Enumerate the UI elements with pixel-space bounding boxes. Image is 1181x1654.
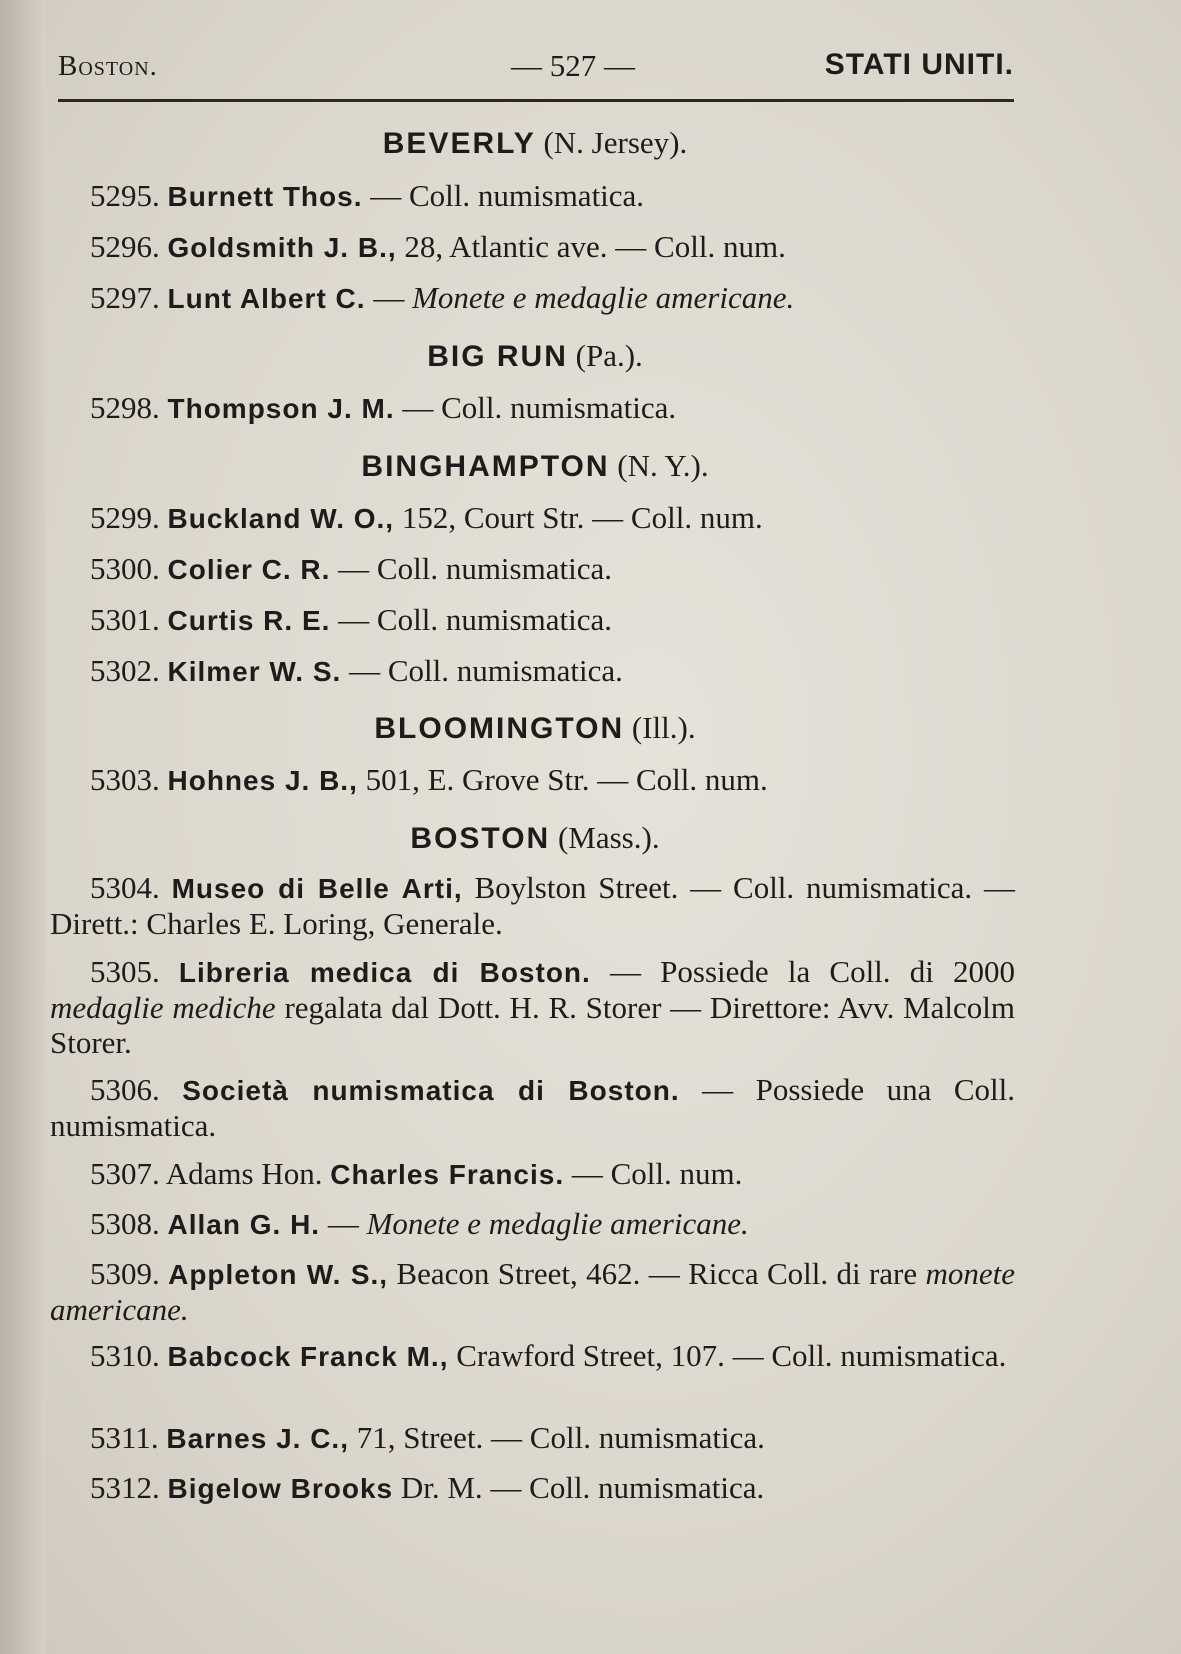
list-item [50,870,1015,941]
text-span: 5298. [90,390,160,425]
list-item [90,653,1015,689]
text-span: Burnett Thos. [167,181,363,212]
text-span: Monete e medaglie americane. [366,1206,749,1241]
list-item [90,1206,1015,1242]
list-item [90,280,1015,316]
text-span: 28, Atlantic ave. — Coll. num. [396,229,786,264]
text-span: 5307. [90,1156,160,1191]
text-span: Kilmer W. S. [167,656,342,687]
text-span: (Mass.). [557,820,660,855]
section-heading-binghampton [0,448,1070,484]
text-span: BIG RUN [427,340,568,373]
text-span: 152, Court Str. — Coll. num. [394,500,763,535]
text-span: Goldsmith J. B., [167,232,397,263]
text-span: Charles Francis. [330,1159,565,1190]
list-item [50,1338,1015,1374]
list-item [90,602,1015,638]
text-span: 5309. [90,1256,160,1291]
list-item [50,1256,1015,1327]
text-span: 5312. [90,1470,160,1505]
text-span: — [365,280,413,315]
list-item [90,178,1015,214]
text-span: 5297. [90,280,160,315]
text-span: 5301. [90,602,160,637]
text-span: Bigelow Brooks [167,1473,394,1504]
section-heading-boston [0,820,1070,856]
list-item [90,390,1015,426]
text-span: BINGHAMPTON [361,450,610,483]
header-city: Boston. [58,50,158,82]
text-span: 501, E. Grove Str. — Coll. num. [357,762,768,797]
text-span: Thompson J. M. [167,393,395,424]
text-span: 5299. [90,500,160,535]
text-span: — [320,1206,367,1241]
text-span: Adams Hon. [159,1156,331,1191]
list-item [90,1470,1015,1506]
text-span: BLOOMINGTON [374,712,625,745]
text-span: Beacon Street, 462. — Ricca Coll. di rare [388,1256,926,1291]
text-span: — Coll. numismatica. [330,602,612,637]
text-span: 5296. [90,229,160,264]
text-span: monete americane. [50,1256,1016,1327]
text-span: — Possiede una Coll. numismatica. [50,1072,1015,1143]
list-item [90,762,1015,798]
text-span: (Ill.). [631,710,696,745]
list-item [50,954,1015,1060]
text-span: Colier C. R. [167,554,331,585]
text-span: — Coll. num. [564,1156,743,1191]
text-span: — Coll. numismatica. [330,551,612,586]
text-span: Appleton W. S., [168,1259,389,1290]
list-item [90,551,1015,587]
list-item [50,1072,1015,1143]
section-heading-beverly [0,125,1070,161]
text-span: Curtis R. E. [167,605,331,636]
text-span: 5305. [90,954,160,989]
text-span: BOSTON [410,822,551,855]
text-span: Buckland W. O., [167,503,395,534]
section-heading-bloomington [0,710,1070,746]
text-span: Società numismatica di Boston. [182,1075,680,1106]
text-span: Allan G. H. [167,1209,321,1240]
text-span: regalata dal Dott. H. R. Storer — Direttore: Avv. Malcolm Storer. [50,990,1015,1060]
header-country: STATI UNITI. [824,48,1014,81]
text-span: 5303. [90,762,160,797]
text-span: medaglie mediche [50,990,276,1025]
text-span: Museo di Belle Arti, [171,873,463,904]
text-span: Lunt Albert C. [167,283,366,314]
section-heading-big-run [0,338,1070,374]
list-item [90,500,1015,536]
text-span: 5300. [90,551,160,586]
text-span: Boylston Street. — Coll. numismatica. — Dirett.: Charles E. Loring, Generale. [50,870,1015,941]
page-number: — 527 — [511,48,635,83]
text-span: Hohnes J. B., [167,765,358,796]
list-item [90,229,1015,265]
text-span: 5304. [90,870,160,905]
text-span: 71, Street. — Coll. numismatica. [349,1420,765,1455]
text-span: (Pa.). [575,338,643,373]
text-span: Dr. M. — Coll. numismatica. [393,1470,765,1505]
text-span: — Coll. numismatica. [394,390,677,425]
text-span: Crawford Street, 107. — Coll. numismatica. [448,1338,1007,1373]
text-span: 5308. [90,1206,160,1241]
text-span: (N. Jersey). [543,125,688,160]
text-span: — Coll. numismatica. [362,178,645,213]
text-span: Libreria medica di Boston. [178,957,591,988]
text-span: 5306. [90,1072,160,1107]
list-item [90,1156,1015,1192]
text-span: Monete e medaglie americane. [412,280,795,315]
text-span: 5310. [90,1338,160,1373]
text-span: Barnes J. C., [166,1423,349,1454]
text-span: 5311. [90,1420,159,1455]
text-span: Babcock Franck M., [167,1341,449,1372]
text-span: 5295. [90,178,160,213]
text-span: 5302. [90,653,160,688]
text-span: — Coll. numismatica. [341,653,623,688]
text-span: BEVERLY [382,127,536,160]
text-span: — Possiede la Coll. di 2000 [590,954,1015,989]
text-span: (N. Y.). [617,448,709,483]
list-item [90,1420,1015,1456]
